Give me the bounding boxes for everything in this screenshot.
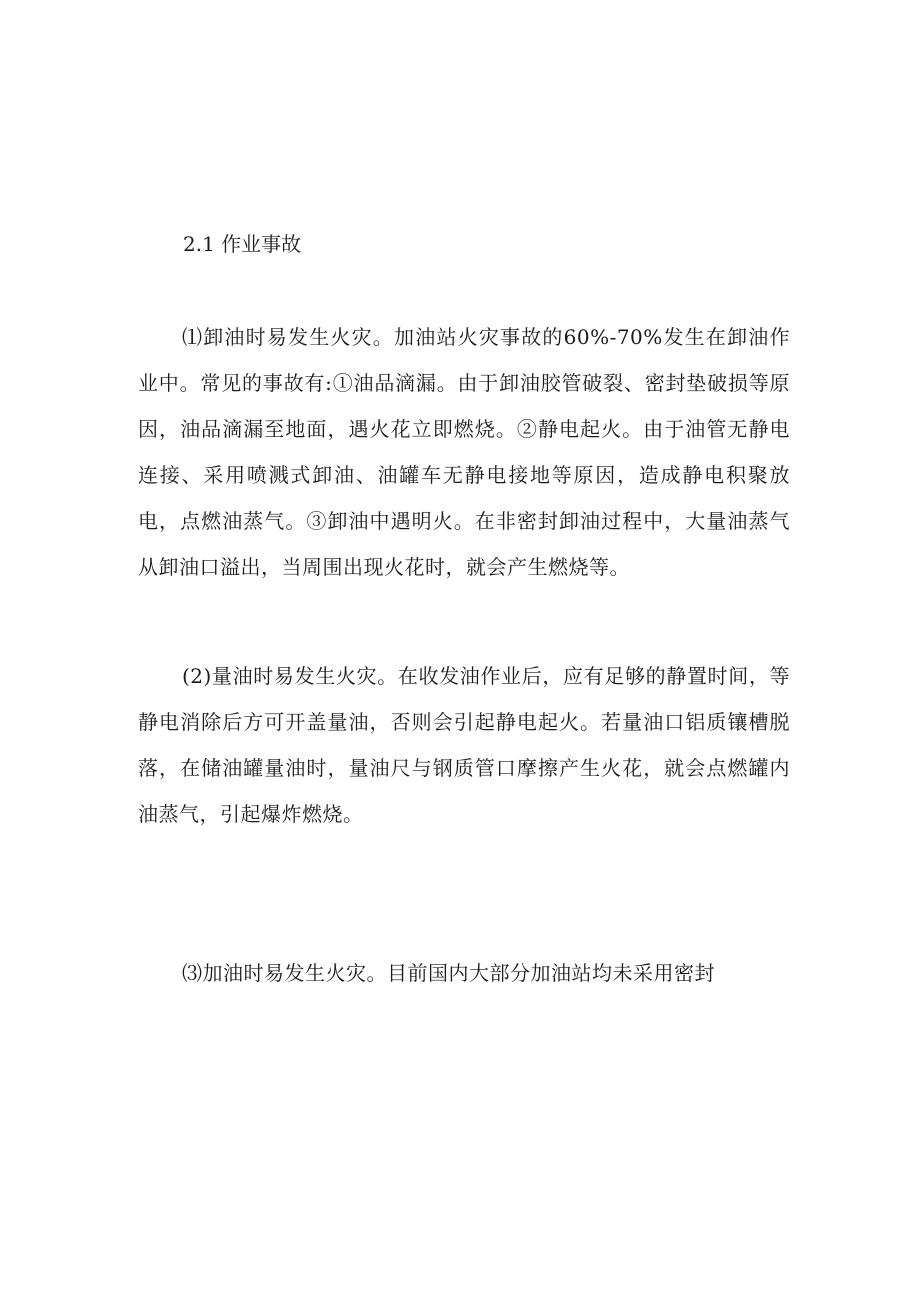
section-heading: 2.1 作业事故 — [183, 232, 302, 256]
paragraph-unloading-fire: ⑴卸油时易发生火灾。加油站火灾事故的60%-70%发生在卸油作业中。常见的事故有:①油品滴漏。由于卸油胶管破裂、密封垫破损等原因，油品滴漏至地面，遇火花立即燃烧。②静电起火。由于油管无静电连接、采用喷溅式卸油、油罐车无静电接地等原因，造成静电积聚放电，点燃油蒸气。③卸油中遇明火。在非密封卸油过程中，大量油蒸气从卸油口溢出，当周围出现火花时，就会产生燃烧等。 — [138, 325, 790, 579]
paragraph-measuring-fire: (2)量油时易发生火灾。在收发油作业后，应有足够的静置时间，等静电消除后方可开盖量油，否则会引起静电起火。若量油口铝质镶槽脱落，在储油罐量油时，量油尺与钢质管口摩擦产生火花，就会点燃罐内油蒸气，引起爆炸燃烧。 — [138, 664, 790, 826]
paragraph-refueling-fire: ⑶加油时易发生火灾。目前国内大部分加油站均未采用密封 — [182, 961, 715, 985]
